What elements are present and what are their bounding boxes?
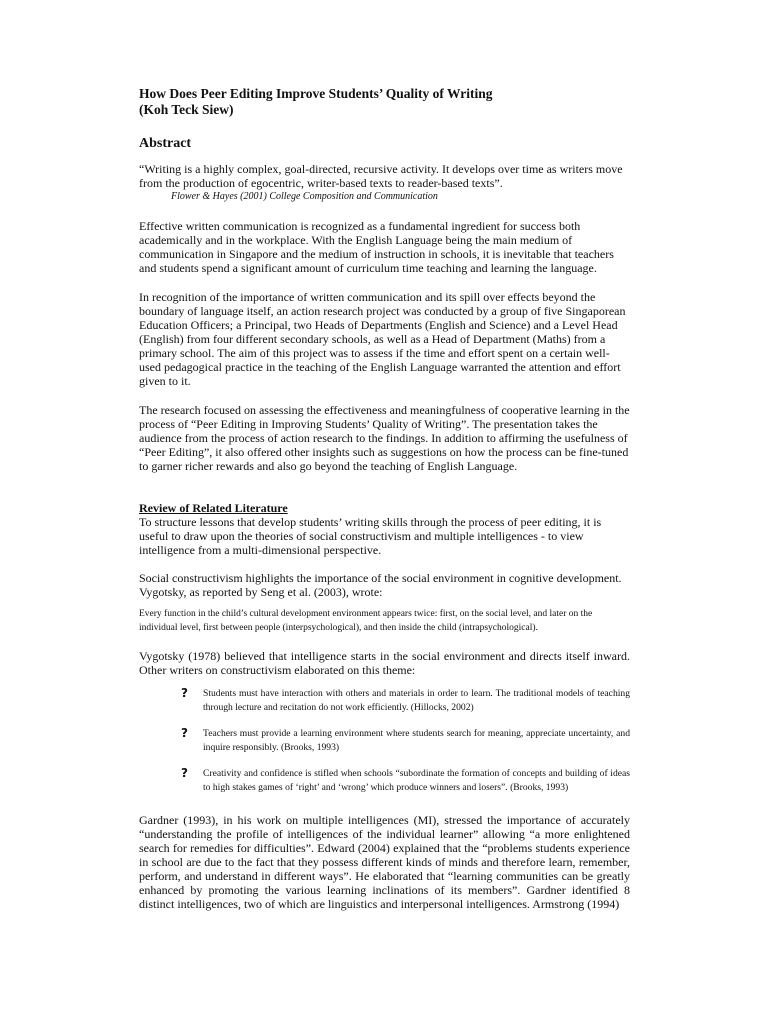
list-item bbox=[181, 767, 630, 795]
gardner-paragraph: Gardner (1993), in his work on multiple intelligences (MI), stressed the importance of accurately “understanding the profile of intelligences of the individual learner” allowing “a more enlightened search for remedies for difficulties”. Edward (2004) explained that the “problems students experience in school are due to the fact that they possess different kinds of minds and therefore learn, remember, perform, and understand in different ways”. He elaborated that “learning communities can be greatly enhanced by promoting the various learning inclinations of its members”. Gardner identified 8 distinct intelligences, two of which are linguistics and interpersonal intelligences. Armstrong (1994) bbox=[139, 813, 630, 911]
document-body bbox=[139, 86, 630, 911]
abstract-paragraph: The research focused on assessing the effectiveness and meaningfulness of cooperative learning in the process of “Peer Editing in Improving Students’ Quality of Writing”. The presentation takes the audience from the process of action research to the findings. In addition to affirming the usefulness of “Peer Editing”, it also offered other insights such as suggestions on how the process can be fine-tuned to garner richer rewards and also go beyond the teaching of English Language. bbox=[139, 403, 630, 473]
document-author: (Koh Teck Siew) bbox=[139, 102, 234, 117]
bullet-text: Students must have interaction with others and materials in order to learn. The traditional models of teaching through lecture and recitation do not work efficiently. (Hillocks, 2002) bbox=[203, 688, 630, 713]
bullet-question-icon: ? bbox=[181, 726, 188, 740]
bullet-text: Creativity and confidence is stifled when schools “subordinate the formation of concepts and building of ideas to high stakes games of ‘right’ and ‘wrong’ which produce winners and losers”. (Brooks, 1993) bbox=[203, 768, 630, 793]
bullet-question-icon: ? bbox=[181, 686, 188, 700]
bullet-question-icon: ? bbox=[181, 766, 188, 780]
vygotsky-quote: Every function in the child’s cultural development environment appears twice: first, on the social level, and later on the individual level, first between people (interpsychological), and then inside the child (intrapsychological). bbox=[139, 609, 593, 633]
review-intro-paragraph: To structure lessons that develop students’ writing skills through the process of peer editing, it is useful to draw upon the theories of social constructivism and multiple intelligences - to view intelligence from a multi-dimensional perspective. bbox=[139, 515, 602, 557]
bullet-text: Teachers must provide a learning environment where students search for meaning, appreciate uncertainty, and inquire responsibly. (Brooks, 1993) bbox=[203, 728, 630, 753]
opening-quote: “Writing is a highly complex, goal-directed, recursive activity. It develops over time as writers move from the production of egocentric, writer-based texts to reader-based texts”. bbox=[139, 162, 623, 190]
constructivism-bullet-list bbox=[139, 687, 630, 795]
abstract-heading: Abstract bbox=[139, 136, 192, 151]
list-item bbox=[181, 727, 630, 755]
abstract-paragraph: In recognition of the importance of written communication and its spill over effects beyond the boundary of language itself, an action research project was conducted by a group of five Singaporean Education Officers; a Principal, two Heads of Departments (English and Science) and a Level Head (English) from four different secondary schools, as well as a Head of Department (Maths) from a primary school. The aim of this project was to assess if the time and effort spent on a certain well-used pedagogical practice in the teaching of the English Language warranted the attention and effort given to it. bbox=[139, 290, 626, 388]
document-title: How Does Peer Editing Improve Students’ Quality of Writing bbox=[139, 86, 493, 101]
quote-source: Flower & Hayes (2001) College Composition and Communication bbox=[171, 191, 438, 202]
review-heading: Review of Related Literature bbox=[139, 501, 288, 515]
vygotsky-paragraph: Vygotsky (1978) believed that intelligence starts in the social environment and directs itself inward. Other writers on constructivism elaborated on this theme: bbox=[139, 649, 630, 677]
social-constructivism-paragraph: Social constructivism highlights the importance of the social environment in cognitive development. Vygotsky, as reported by Seng et al. (2003), wrote: bbox=[139, 571, 622, 599]
abstract-paragraph: Effective written communication is recognized as a fundamental ingredient for success both academically and in the workplace. With the English Language being the main medium of communication in Singapore and the medium of instruction in schools, it is inevitable that teachers and students spend a significant amount of curriculum time teaching and learning the language. bbox=[139, 219, 614, 275]
list-item bbox=[181, 687, 630, 715]
